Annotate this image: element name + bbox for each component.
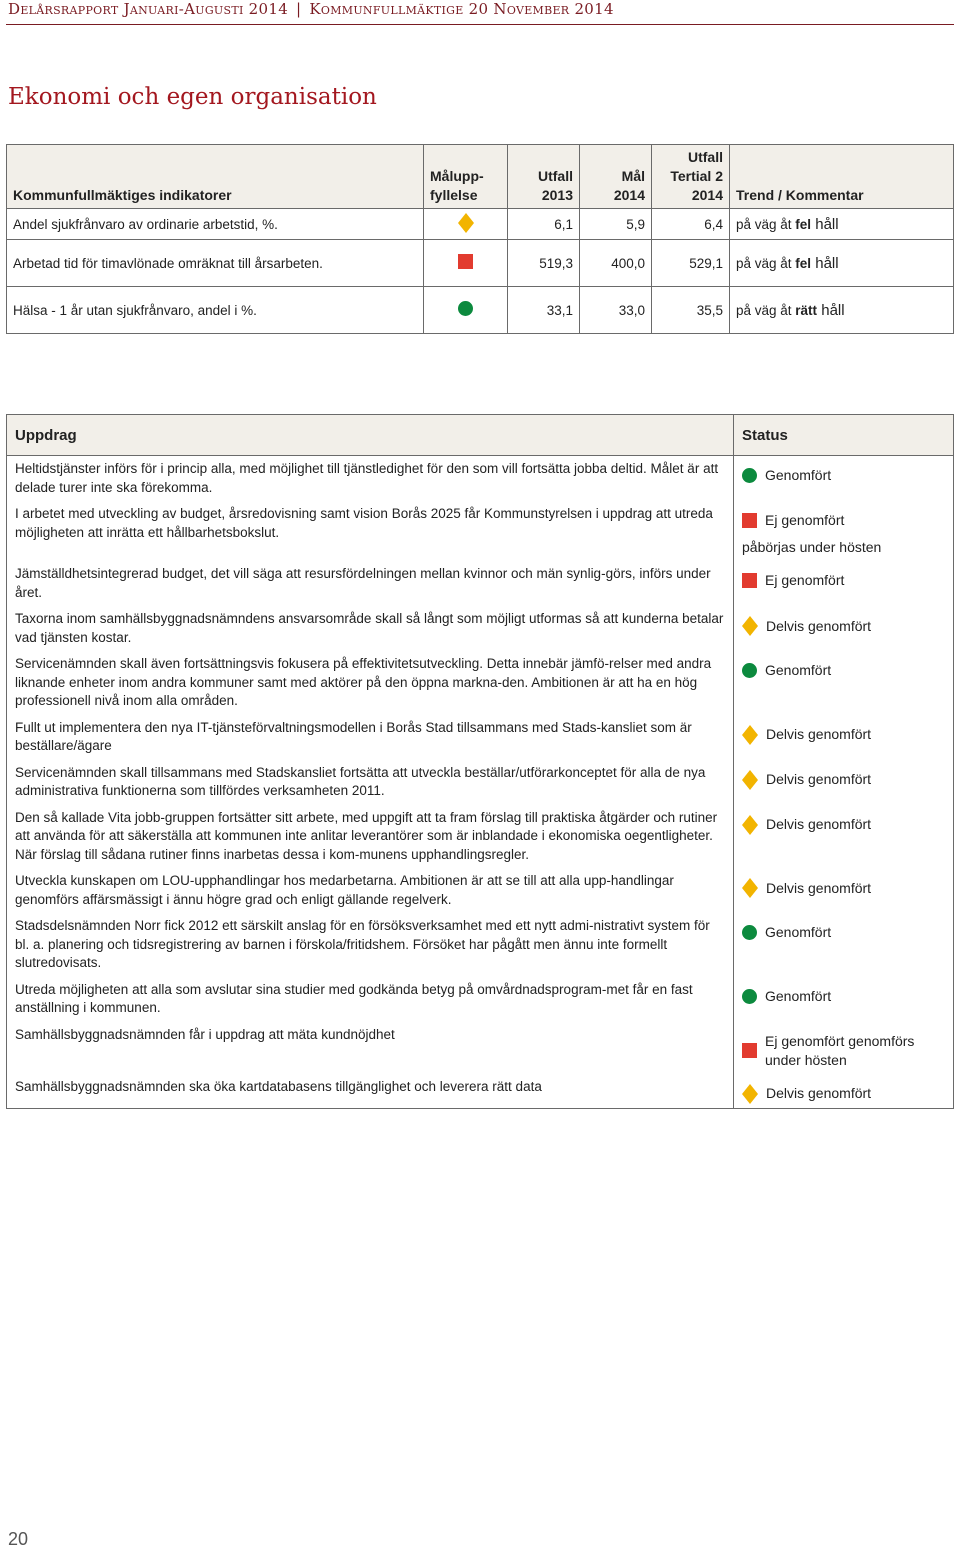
- assignment-row: [7, 913, 954, 977]
- assignment-status: [734, 456, 954, 502]
- assignments-header-row: [7, 415, 954, 456]
- assignment-text: Servicenämnden skall tillsammans med Stadskansliet fortsätta att utveckla beställar/utförarkonceptet för alla de nya administrativa funktionerna som tillfördes verksamheten 2011.: [7, 760, 734, 805]
- assignment-text: Utveckla kunskapen om LOU-upphandlingar hos medarbetarna. Ambitionen är att se till att alla upp-handlingar genomförs affärsmässigt i ännu högre grad och enligt gällande regelverk.: [7, 868, 734, 913]
- section-title: Ekonomi och egen organisation: [8, 84, 377, 110]
- assignment-row: [7, 1022, 954, 1074]
- green-circle-icon: [742, 925, 757, 940]
- utfall-tertial-value: 35,5: [652, 287, 730, 334]
- col-trend: Trend / Kommentar: [730, 145, 954, 209]
- assignment-text: Taxorna inom samhällsbyggnadsnämndens ansvarsområde skall så långt som möjligt utformas så att kunderna betalar vad tjänsten kostar.: [7, 606, 734, 651]
- assignment-row: [7, 715, 954, 760]
- assignment-status: [734, 977, 954, 1022]
- assignment-status: [734, 805, 954, 869]
- yellow-diamond-icon: [742, 725, 758, 745]
- green-circle-icon: [458, 301, 473, 316]
- indicators-table: [6, 144, 954, 334]
- utfall-tertial-value: 6,4: [652, 209, 730, 240]
- col-indicator-name: Kommunfullmäktiges indikatorer: [7, 145, 424, 209]
- indicator-row: [7, 209, 954, 240]
- utfall-2013-value: 33,1: [508, 287, 580, 334]
- page-number: 20: [8, 1529, 29, 1549]
- assignment-status: [734, 715, 954, 760]
- status-note: påbörjas under hösten: [742, 539, 882, 555]
- indicator-name: Andel sjukfrånvaro av ordinarie arbetstid, %.: [7, 209, 424, 240]
- assignment-status: [734, 760, 954, 805]
- assignment-text: Den så kallade Vita jobb-gruppen fortsätter sitt arbete, med uppgift att ta fram förslag till praktiska åtgärder och rutiner att använda för att säkerställa att kommunen inte anlitar leverantörer som är inblandade i ekonomiska oegentligheter. När förslag till sådana rutiner finns inarbetas dessa i kom-munens upphandlingsregler.: [7, 805, 734, 869]
- col-utfall-2013: Utfall 2013: [508, 145, 580, 209]
- assignment-text: Utreda möjligheten att alla som avslutar sina studier med godkända betyg på omvårdnadsprogram-met får en fast anställning i kommunen.: [7, 977, 734, 1022]
- status-label: Ej genomfört: [765, 572, 845, 588]
- assignment-text: Servicenämnden skall även fortsättningsvis fokusera på effektivitetsutveckling. Detta innebär jämfö-relser med andra liknande enheter inom andra kommuner samt med aktörer på den öppna markna-den. Ambitionen är att ha en hög professionell nivå inom alla områden.: [7, 651, 734, 715]
- assignment-text: Samhällsbyggnadsnämnden ska öka kartdatabasens tillgänglighet och leverera rätt data: [7, 1074, 734, 1109]
- col-utfall-tertial: Utfall Tertial 2 2014: [652, 145, 730, 209]
- status-label: Delvis genomfört: [766, 816, 872, 832]
- indicator-row: [7, 287, 954, 334]
- yellow-diamond-icon: [742, 815, 758, 835]
- indicator-name: Hälsa - 1 år utan sjukfrånvaro, andel i %.: [7, 287, 424, 334]
- assignment-row: [7, 760, 954, 805]
- green-circle-icon: [742, 663, 757, 678]
- assignments-table: [6, 414, 954, 1109]
- col-goal-fulfilment: Målupp- fyllelse: [424, 145, 508, 209]
- header-rule: [6, 24, 954, 25]
- mal-2014-value: 33,0: [580, 287, 652, 334]
- assignment-row: [7, 868, 954, 913]
- indicator-status: [424, 240, 508, 287]
- assignment-row: [7, 561, 954, 606]
- red-square-icon: [742, 573, 757, 588]
- status-label: Delvis genomfört: [766, 879, 872, 896]
- status-label: Genomfört: [765, 987, 832, 1004]
- green-circle-icon: [742, 989, 757, 1004]
- assignment-text: Samhällsbyggnadsnämnden får i uppdrag att mäta kundnöjdhet: [7, 1022, 734, 1074]
- status-label: Delvis genomfört: [766, 771, 872, 787]
- trend-comment: på väg åt fel håll: [730, 209, 954, 240]
- status-label: Genomfört: [765, 467, 832, 483]
- assignment-row: [7, 1074, 954, 1109]
- status-label: Delvis genomfört: [766, 617, 872, 634]
- assignment-status: [734, 913, 954, 977]
- utfall-2013-value: 519,3: [508, 240, 580, 287]
- assignment-text: Fullt ut implementera den nya IT-tjänsteförvaltningsmodellen i Borås Stad tillsammans med Stads-kansliet som är beställare/ägare: [7, 715, 734, 760]
- indicators-header-row: [7, 145, 954, 209]
- status-label: Genomfört: [765, 924, 832, 940]
- assignment-row: [7, 977, 954, 1022]
- header-left: Delårsrapport Januari-Augusti 2014: [8, 0, 289, 18]
- assignment-text: Stadsdelsnämnden Norr fick 2012 ett särskilt anslag för en försöksverksamhet med ett nytt admi-nistrativt system för bl. a. planering och tidsregistrering av barnen i förskola/fritidshem. Försöket har pågått men ännu inte formellt slutredovisats.: [7, 913, 734, 977]
- col-status: Status: [734, 415, 954, 456]
- red-square-icon: [742, 513, 757, 528]
- header-right: Kommunfullmäktige 20 November 2014: [309, 0, 614, 18]
- status-label: Ej genomfört: [765, 512, 845, 528]
- status-label: Ej genomfört genomförs under hösten: [765, 1032, 915, 1068]
- assignment-status: [734, 501, 954, 561]
- indicator-name: Arbetad tid för timavlönade omräknat till årsarbeten.: [7, 240, 424, 287]
- assignment-status: [734, 1022, 954, 1074]
- assignment-row: [7, 456, 954, 502]
- assignment-text: Jämställdhetsintegrerad budget, det vill säga att resursfördelningen mellan kvinnor och män synlig-görs, införs under året.: [7, 561, 734, 606]
- col-mal-2014: Mål 2014: [580, 145, 652, 209]
- mal-2014-value: 400,0: [580, 240, 652, 287]
- trend-comment: på väg åt rätt håll: [730, 287, 954, 334]
- mal-2014-value: 5,9: [580, 209, 652, 240]
- assignment-row: [7, 501, 954, 561]
- yellow-diamond-icon: [742, 616, 758, 636]
- status-label: Delvis genomfört: [766, 1085, 872, 1101]
- assignment-status: [734, 561, 954, 606]
- assignment-status: [734, 651, 954, 715]
- assignment-text: I arbetet med utveckling av budget, årsredovisning samt vision Borås 2025 får Kommunstyrelsen i uppdrag att utreda möjligheten att inrätta ett hållbarhetsbokslut.: [7, 501, 734, 561]
- trend-comment: på väg åt fel håll: [730, 240, 954, 287]
- assignment-status: [734, 868, 954, 913]
- header-separator: |: [296, 0, 302, 18]
- assignment-status: [734, 1074, 954, 1109]
- red-square-icon: [742, 1043, 757, 1058]
- utfall-tertial-value: 529,1: [652, 240, 730, 287]
- assignment-row: [7, 805, 954, 869]
- yellow-diamond-icon: [742, 770, 758, 790]
- running-header: [8, 0, 614, 18]
- assignment-text: Heltidstjänster införs för i princip alla, med möjlighet till tjänstledighet för den som vill fortsätta jobba deltid. Målet är att delade turer inte ska förekomma.: [7, 456, 734, 502]
- green-circle-icon: [742, 468, 757, 483]
- status-label: Delvis genomfört: [766, 726, 872, 742]
- indicator-status: [424, 287, 508, 334]
- status-label: Genomfört: [765, 662, 832, 678]
- indicator-status: [424, 209, 508, 240]
- yellow-diamond-icon: [458, 213, 474, 233]
- assignment-row: [7, 651, 954, 715]
- red-square-icon: [458, 254, 473, 269]
- col-task: Uppdrag: [7, 415, 734, 456]
- assignment-row: [7, 606, 954, 651]
- utfall-2013-value: 6,1: [508, 209, 580, 240]
- assignment-status: [734, 606, 954, 651]
- yellow-diamond-icon: [742, 878, 758, 898]
- indicator-row: [7, 240, 954, 287]
- yellow-diamond-icon: [742, 1084, 758, 1104]
